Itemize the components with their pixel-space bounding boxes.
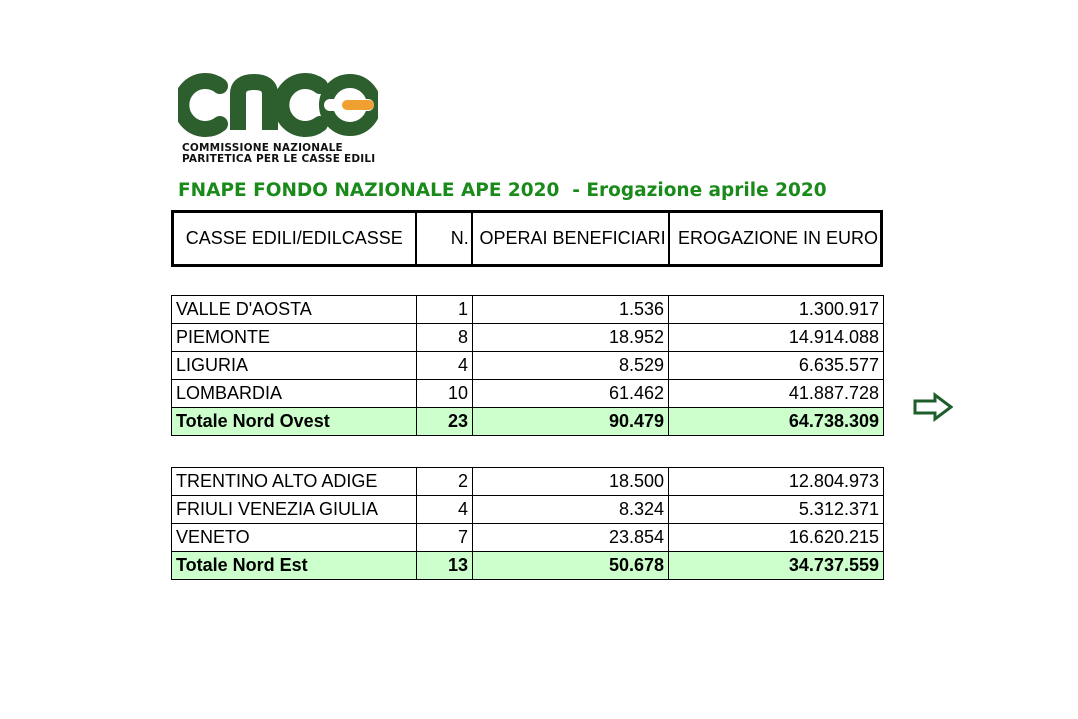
total-euro: 64.738.309 bbox=[669, 408, 884, 436]
table-nord-est bbox=[171, 467, 884, 580]
total-row-nord-ovest bbox=[172, 408, 884, 436]
cell-name: PIEMONTE bbox=[172, 324, 417, 352]
table-row bbox=[172, 468, 884, 496]
cell-n: 1 bbox=[417, 296, 473, 324]
cell-euro: 16.620.215 bbox=[669, 524, 884, 552]
table-row bbox=[172, 324, 884, 352]
header-n: N. bbox=[416, 212, 472, 266]
cnce-logo-mark bbox=[178, 72, 378, 138]
header-operai-beneficiari: OPERAI BENEFICIARI bbox=[472, 212, 669, 266]
page-title: FNAPE FONDO NAZIONALE APE 2020 - Erogazione aprile 2020 bbox=[178, 180, 827, 201]
cell-euro: 6.635.577 bbox=[669, 352, 884, 380]
cell-name: VALLE D'AOSTA bbox=[172, 296, 417, 324]
cell-euro: 1.300.917 bbox=[669, 296, 884, 324]
header-casse-edili: CASSE EDILI/EDILCASSE bbox=[173, 212, 416, 266]
total-name: Totale Nord Ovest bbox=[172, 408, 417, 436]
cell-name: LOMBARDIA bbox=[172, 380, 417, 408]
cell-name: FRIULI VENEZIA GIULIA bbox=[172, 496, 417, 524]
cell-euro: 14.914.088 bbox=[669, 324, 884, 352]
cell-operai: 8.529 bbox=[473, 352, 669, 380]
cell-operai: 18.500 bbox=[473, 468, 669, 496]
table-row bbox=[172, 352, 884, 380]
cell-n: 7 bbox=[417, 524, 473, 552]
header-erogazione-euro: EROGAZIONE IN EURO bbox=[677, 228, 878, 248]
cell-operai: 61.462 bbox=[473, 380, 669, 408]
cell-operai: 8.324 bbox=[473, 496, 669, 524]
logo bbox=[178, 72, 378, 164]
cell-operai: 1.536 bbox=[473, 296, 669, 324]
arrow-right-outline-icon[interactable] bbox=[913, 392, 953, 427]
cell-operai: 23.854 bbox=[473, 524, 669, 552]
cell-euro: 41.887.728 bbox=[669, 380, 884, 408]
logo-text-line-2: PARITETICA PER LE CASSE EDILI bbox=[182, 153, 376, 165]
total-operai: 50.678 bbox=[473, 552, 669, 580]
total-operai: 90.479 bbox=[473, 408, 669, 436]
table-row bbox=[172, 524, 884, 552]
header-row bbox=[173, 212, 882, 266]
cell-operai: 18.952 bbox=[473, 324, 669, 352]
total-name: Totale Nord Est bbox=[172, 552, 417, 580]
cell-euro: 5.312.371 bbox=[669, 496, 884, 524]
cell-name: TRENTINO ALTO ADIGE bbox=[172, 468, 417, 496]
total-n: 13 bbox=[417, 552, 473, 580]
total-euro: 34.737.559 bbox=[669, 552, 884, 580]
table-row bbox=[172, 496, 884, 524]
cell-n: 8 bbox=[417, 324, 473, 352]
cell-n: 2 bbox=[417, 468, 473, 496]
table-row bbox=[172, 296, 884, 324]
table-row bbox=[172, 380, 884, 408]
cell-n: 10 bbox=[417, 380, 473, 408]
logo-text-line-1: COMMISSIONE NAZIONALE bbox=[182, 142, 343, 154]
total-row-nord-est bbox=[172, 552, 884, 580]
cell-n: 4 bbox=[417, 352, 473, 380]
table-nord-ovest bbox=[171, 295, 884, 436]
cell-euro: 12.804.973 bbox=[669, 468, 884, 496]
total-n: 23 bbox=[417, 408, 473, 436]
cell-name: LIGURIA bbox=[172, 352, 417, 380]
table-header bbox=[171, 210, 883, 267]
cell-n: 4 bbox=[417, 496, 473, 524]
cell-name: VENETO bbox=[172, 524, 417, 552]
